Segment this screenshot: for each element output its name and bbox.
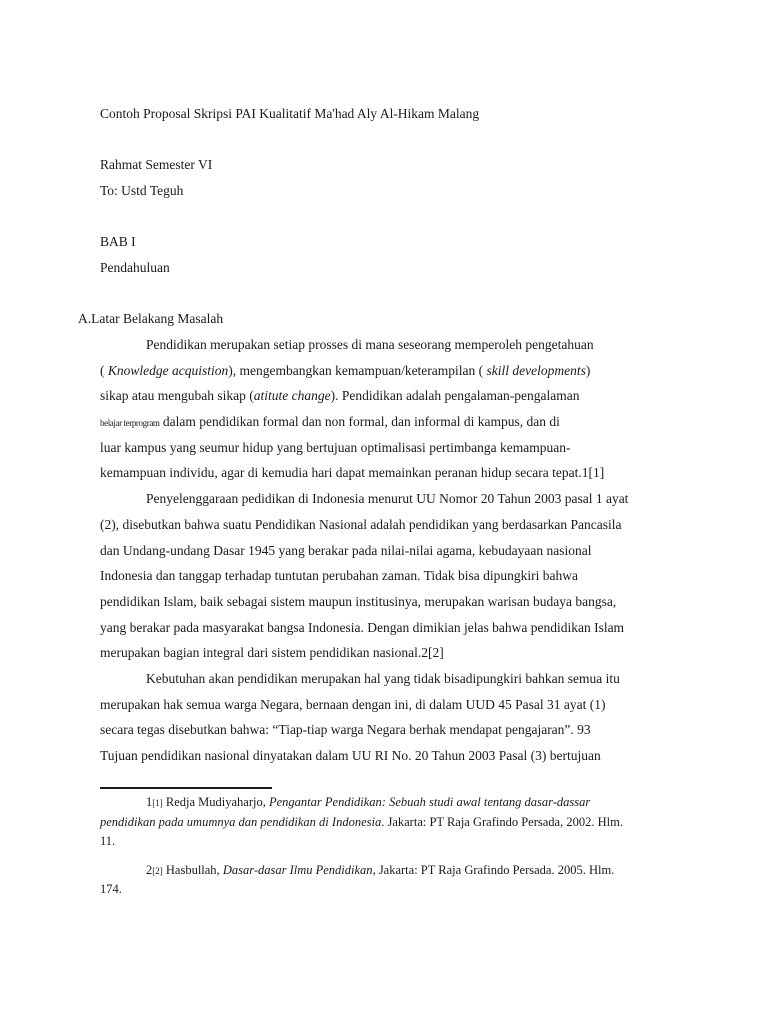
book-title: Dasar-dasar Ilmu Pendidikan bbox=[222, 863, 373, 877]
text-run: ), mengembangkan kemampuan/keterampilan ( bbox=[228, 363, 487, 378]
footnote-1-line-1 bbox=[146, 793, 590, 812]
text-run: ( bbox=[100, 363, 108, 378]
paragraph-1-line-4 bbox=[100, 413, 560, 432]
italic-term: skill developments bbox=[486, 363, 586, 378]
paragraph-2-line-1: Penyelenggaraan pedidikan di Indonesia menurut UU Nomor 20 Tahun 2003 pasal 1 ayat bbox=[146, 491, 629, 506]
author-line: Rahmat Semester VI bbox=[100, 157, 213, 172]
paragraph-1-line-1: Pendidikan merupakan setiap prosses di mana seseorang memperoleh pengetahuan bbox=[146, 337, 594, 352]
footnote-ref: [2] bbox=[152, 866, 163, 876]
paragraph-2-line-7: merupakan bagian integral dari sistem pendidikan nasional.2[2] bbox=[100, 645, 444, 660]
section-heading: A.Latar Belakang Masalah bbox=[78, 311, 224, 326]
book-title: Pengantar Pendidikan: Sebuah studi awal tentang dasar-dassar bbox=[268, 795, 591, 809]
footnote-2-line-2: 174. bbox=[100, 882, 122, 896]
footnote-2-line-1 bbox=[146, 861, 614, 880]
chapter-label: BAB I bbox=[100, 234, 136, 249]
paragraph-2-line-2: (2), disebutkan bahwa suatu Pendidikan Nasional adalah pendidikan yang berdasarkan Pancasila bbox=[100, 517, 622, 532]
italic-term: Knowledge acquistion bbox=[107, 363, 229, 378]
book-title: pendidikan pada umumnya dan pendidikan di Indonesia bbox=[100, 815, 382, 829]
paragraph-2-line-4: Indonesia dan tanggap terhadap tuntutan perubahan zaman. Tidak bisa dipungkiri bahwa bbox=[100, 568, 578, 583]
recipient-line: To: Ustd Teguh bbox=[100, 183, 184, 198]
paragraph-2-line-5: pendidikan Islam, baik sebagai sistem maupun institusinya, merupakan warisan budaya bangsa, bbox=[100, 594, 617, 609]
chapter-title: Pendahuluan bbox=[100, 260, 170, 275]
paragraph-3-line-2: merupakan hak semua warga Negara, bernaan dengan ini, di dalam UUD 45 Pasal 31 ayat (1) bbox=[100, 697, 606, 712]
text-run: Hasbullah, bbox=[162, 863, 223, 877]
paragraph-3-line-1: Kebutuhan akan pendidikan merupakan hal yang tidak bisadipungkiri bahkan semua itu bbox=[146, 671, 620, 686]
text-run: Redja Mudiyaharjo, bbox=[162, 795, 269, 809]
footnote-ref: [1] bbox=[152, 798, 163, 808]
footnote-separator bbox=[100, 787, 272, 789]
text-run: ). Pendidikan adalah pengalaman-pengalaman bbox=[330, 388, 580, 403]
document-title: Contoh Proposal Skripsi PAI Kualitatif Ma'had Aly Al-Hikam Malang bbox=[100, 106, 480, 121]
paragraph-1-line-3 bbox=[100, 387, 579, 405]
text-run: sikap atau mengubah sikap ( bbox=[100, 388, 254, 403]
text-run: . Jakarta: PT Raja Grafindo Persada, 2002. Hlm. bbox=[381, 815, 623, 829]
text-run: dalam pendidikan formal dan non formal, dan informal di kampus, dan di bbox=[159, 414, 560, 429]
footnote-1-line-3: 11. bbox=[100, 834, 116, 848]
paragraph-1-line-2 bbox=[100, 362, 590, 380]
paragraph-3-line-4: Tujuan pendidikan nasional dinyatakan dalam UU RI No. 20 Tahun 2003 Pasal (3) bertujuan bbox=[100, 748, 601, 763]
footnote-number: 1 bbox=[146, 795, 153, 809]
italic-term: atitute change bbox=[253, 388, 331, 403]
text-run: , Jakarta: PT Raja Grafindo Persada. 2005. Hlm. bbox=[372, 863, 615, 877]
paragraph-1-line-6: kemampuan individu, agar di kemudia hari dapat memainkan peranan hidup secara tepat.1[1] bbox=[100, 465, 605, 480]
paragraph-2-line-6: yang berakar pada masyarakat bangsa Indonesia. Dengan dimikian jelas bahwa pendidikan Islam bbox=[100, 620, 625, 635]
footnote-1-line-2 bbox=[100, 813, 623, 831]
paragraph-3-line-3: secara tegas disebutkan bahwa: “Tiap-tiap warga Negara berhak mendapat pengajaran”. 93 bbox=[100, 722, 591, 737]
footnote-number: 2 bbox=[146, 863, 153, 877]
paragraph-2-line-3: dan Undang-undang Dasar 1945 yang berakar pada nilai-nilai agama, kebudayaan nasional bbox=[100, 543, 592, 558]
text-run: ) bbox=[585, 363, 591, 378]
paragraph-1-line-5: luar kampus yang seumur hidup yang bertujuan optimalisasi pertimbanga kemampuan- bbox=[100, 440, 571, 455]
compressed-text: belajar terprogram bbox=[100, 418, 160, 428]
